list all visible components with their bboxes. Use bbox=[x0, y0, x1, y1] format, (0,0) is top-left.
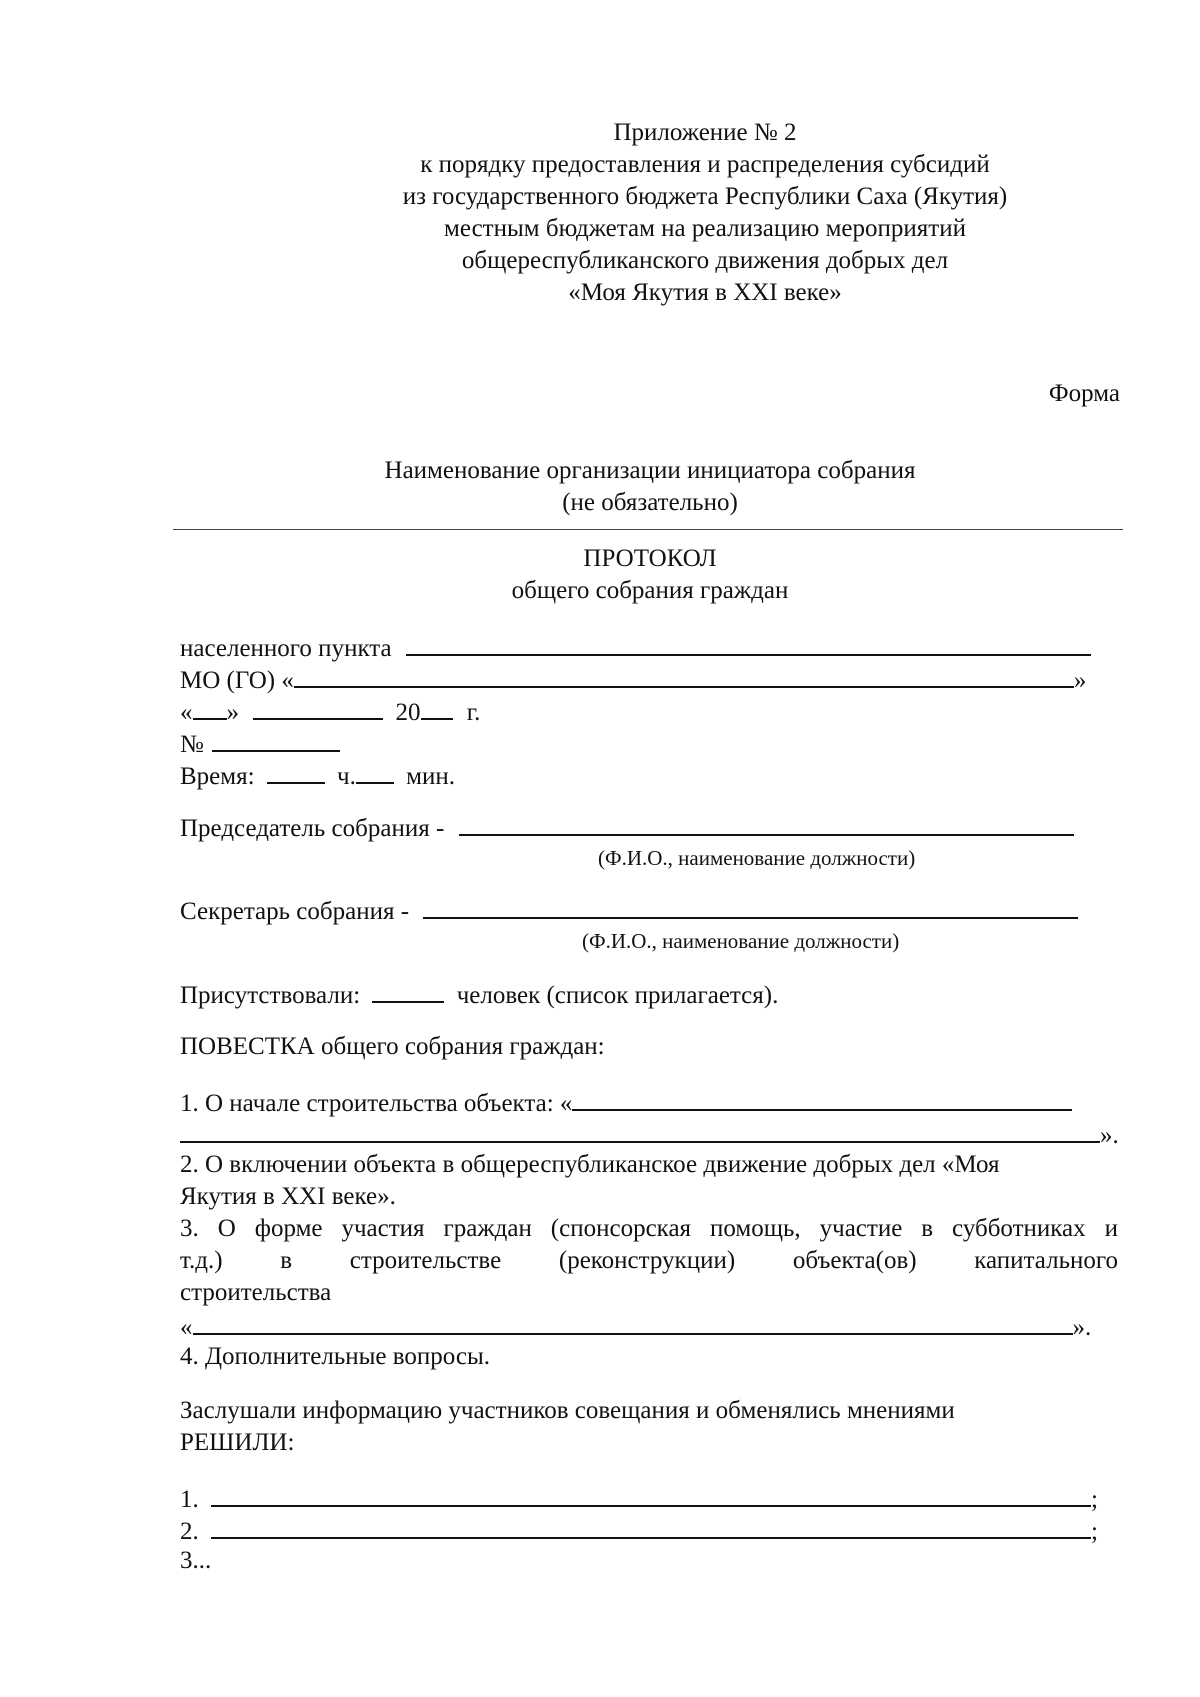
attendance-row bbox=[180, 977, 778, 1012]
mo-close: » bbox=[1073, 667, 1087, 694]
date-quote-close: » bbox=[226, 699, 239, 726]
decision-1-number: 1. bbox=[180, 1486, 199, 1513]
chair-label: Председатель собрания - bbox=[180, 815, 445, 842]
agenda-item-3-c: строительства bbox=[180, 1279, 332, 1306]
agenda-item-2-b: Якутия в XXI веке». bbox=[180, 1183, 396, 1210]
agenda-item-3-end: ». bbox=[1072, 1314, 1092, 1341]
agenda-item-1 bbox=[180, 1085, 1072, 1120]
protocol-subtitle: общего собрания граждан bbox=[511, 577, 789, 604]
form-label: Форма bbox=[1048, 380, 1120, 407]
secretary-label: Секретарь собрания - bbox=[180, 898, 410, 925]
minutes-label: мин. bbox=[406, 763, 455, 790]
month-field[interactable] bbox=[253, 694, 383, 720]
agenda-item-1-field[interactable] bbox=[572, 1085, 1072, 1111]
chair-field[interactable] bbox=[459, 810, 1074, 836]
heard-text: Заслушали информацию участников совещания и обменялись мнениями bbox=[180, 1397, 955, 1424]
appendix-line: общереспубликанского движения добрых дел bbox=[461, 247, 949, 274]
date-quote-open: « bbox=[180, 699, 193, 726]
number-label: № bbox=[180, 731, 204, 758]
chair-hint: (Ф.И.О., наименование должности) bbox=[598, 846, 916, 870]
time-row bbox=[180, 758, 455, 793]
agenda-item-1-end: ». bbox=[1100, 1122, 1119, 1149]
secretary-row bbox=[180, 893, 1078, 928]
mo-label: МО (ГО) « bbox=[180, 667, 294, 694]
number-row bbox=[180, 726, 340, 761]
appendix-title: Приложение № 2 bbox=[613, 119, 797, 146]
protocol-title: ПРОТОКОЛ bbox=[583, 545, 717, 572]
decided-label: РЕШИЛИ: bbox=[180, 1429, 295, 1456]
minutes-field[interactable] bbox=[356, 758, 394, 784]
hours-field[interactable] bbox=[267, 758, 325, 784]
year-suffix: г. bbox=[466, 699, 481, 726]
org-divider bbox=[173, 529, 1123, 530]
secretary-field[interactable] bbox=[423, 893, 1078, 919]
date-row bbox=[180, 694, 480, 729]
decision-2-number: 2. bbox=[180, 1518, 199, 1545]
agenda-item-2-a: 2. О включении объекта в общереспубликанское движение добрых дел «Моя bbox=[180, 1151, 1000, 1178]
mo-field[interactable] bbox=[294, 662, 1074, 688]
agenda-item-4: 4. Дополнительные вопросы. bbox=[180, 1343, 491, 1370]
chair-row bbox=[180, 810, 1074, 845]
hours-label: ч. bbox=[337, 763, 356, 790]
settlement-row bbox=[180, 630, 1091, 665]
settlement-field[interactable] bbox=[406, 630, 1091, 656]
appendix-line: из государственного бюджета Республики Саха (Якутия) bbox=[402, 183, 1008, 210]
year-prefix: 20 bbox=[395, 699, 421, 726]
org-name-label: Наименование организации инициатора собрания bbox=[384, 457, 916, 484]
agenda-item-1-field-cont[interactable] bbox=[180, 1117, 1100, 1143]
agenda-item-1-cont bbox=[180, 1117, 1119, 1152]
appendix-line: местным бюджетам на реализацию мероприятий bbox=[444, 215, 966, 242]
decision-1-row bbox=[180, 1481, 1098, 1516]
mo-row bbox=[180, 662, 1086, 697]
year-field[interactable] bbox=[421, 694, 453, 720]
agenda-item-3-field-row bbox=[180, 1309, 1091, 1344]
day-field[interactable] bbox=[193, 694, 227, 720]
org-name-optional: (не обязательно) bbox=[562, 489, 738, 516]
agenda-item-3-a: 3. О форме участия граждан (спонсорская помощь, участие в субботниках и bbox=[180, 1215, 1118, 1242]
agenda-title: ПОВЕСТКА общего собрания граждан: bbox=[180, 1033, 605, 1060]
settlement-label: населенного пункта bbox=[180, 635, 392, 662]
agenda-item-3-field[interactable] bbox=[193, 1309, 1073, 1335]
agenda-item-1-label: 1. О начале строительства объекта: « bbox=[180, 1090, 573, 1117]
decision-2-row bbox=[180, 1513, 1098, 1548]
attendance-suffix: человек (список прилагается). bbox=[456, 982, 779, 1009]
time-label: Время: bbox=[180, 763, 255, 790]
decision-2-sep: ; bbox=[1091, 1518, 1098, 1545]
secretary-hint: (Ф.И.О., наименование должности) bbox=[582, 929, 900, 953]
attendance-count-field[interactable] bbox=[372, 977, 444, 1003]
decision-3-row: 3... bbox=[180, 1547, 212, 1574]
agenda-item-3-b: т.д.) в строительстве (реконструкции) объекта(ов) капитального bbox=[180, 1247, 1118, 1274]
attendance-label: Присутствовали: bbox=[180, 982, 361, 1009]
appendix-line: «Моя Якутия в XXI веке» bbox=[568, 279, 842, 306]
agenda-item-3-open: « bbox=[180, 1314, 193, 1341]
number-field[interactable] bbox=[212, 726, 340, 752]
decision-1-sep: ; bbox=[1091, 1486, 1098, 1513]
decision-2-field[interactable] bbox=[211, 1513, 1091, 1539]
appendix-line: к порядку предоставления и распределения субсидий bbox=[420, 151, 990, 178]
decision-1-field[interactable] bbox=[211, 1481, 1091, 1507]
